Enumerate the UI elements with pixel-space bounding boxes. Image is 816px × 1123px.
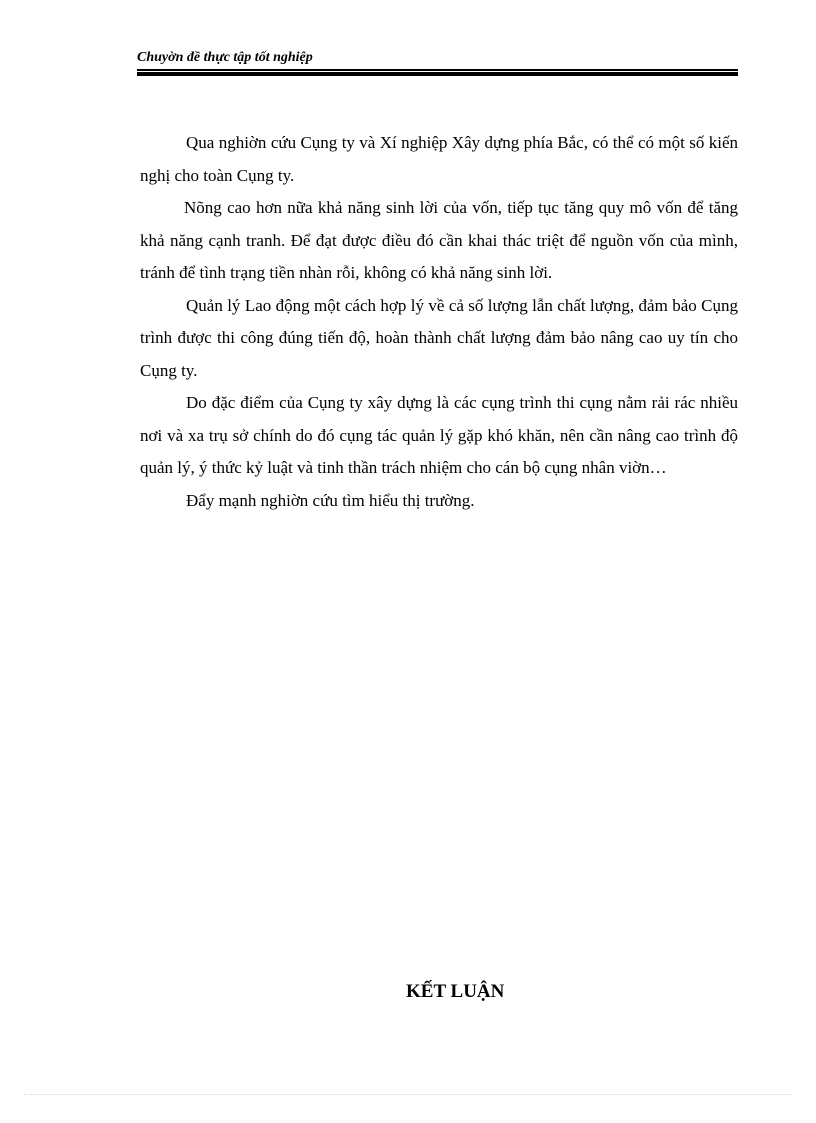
running-header-title: Chuyờn đề thực tập tốt nghiệp <box>137 50 313 65</box>
header-rule-thick <box>137 72 738 76</box>
conclusion-heading: KẾT LUẬN <box>406 981 505 1002</box>
page-break-rule <box>24 1094 792 1095</box>
paragraph-5: Đẩy mạnh nghiờn cứu tìm hiểu thị trường. <box>186 490 475 510</box>
body-text <box>140 127 738 517</box>
paragraph-4: Do đặc điểm của Cụng ty xây dựng là các cụng trình thi cụng nằm rải rác nhiều nơi và xa trụ sở chính do đó cụng tác quản lý gặp khó khăn, nên cần nâng cao trình độ quản lý, ý thức kỷ luật và tinh thần trách nhiệm cho cán bộ cụng nhân viờn… <box>140 393 738 477</box>
paragraph-2: Nõng cao hơn nữa khả năng sinh lời của vốn, tiếp tục tăng quy mô vốn để tăng khả năng cạnh tranh. Để đạt được điều đó cần khai thác triệt để nguồn vốn của mình, tránh để tình trạng tiền nhàn rỗi, không có khả năng sinh lời. <box>140 198 738 282</box>
paragraph-1: Qua nghiờn cứu Cụng ty và Xí nghiệp Xây dựng phía Bắc, có thể có một số kiến nghị cho toàn Cụng ty. <box>140 133 738 185</box>
paragraph-3: Quản lý Lao động một cách hợp lý về cả số lượng lẫn chất lượng, đảm bảo Cụng trình được thi công đúng tiến độ, hoàn thành chất lượng đảm bảo nâng cao uy tín cho Cụng ty. <box>140 295 738 380</box>
header-rule-thin <box>137 69 738 71</box>
